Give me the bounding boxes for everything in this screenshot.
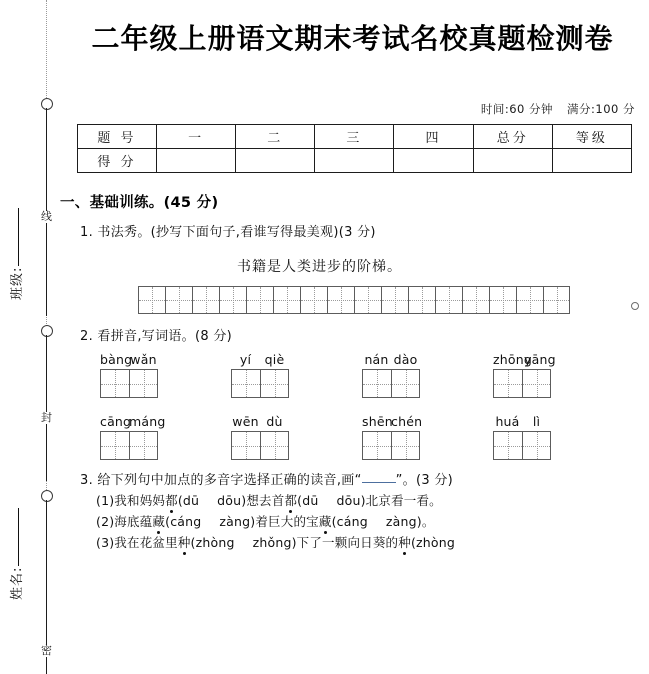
pinyin-syllable: dào (393, 352, 418, 367)
writing-cell[interactable] (516, 286, 543, 314)
question-1-sentence: 书籍是人类进步的阶梯。 (237, 259, 402, 275)
question-3-item-2: (2)海底蕴藏(cáng zàng)着巨大的宝藏(cáng zàng)。 (96, 514, 435, 529)
pinyin-label (493, 414, 624, 431)
pinyin-answer-boxes[interactable] (493, 369, 624, 398)
writing-cell[interactable] (493, 431, 522, 460)
writing-cell[interactable] (354, 286, 381, 314)
sealing-margin (0, 0, 60, 674)
pinyin-syllable: bàng (100, 352, 133, 367)
seal-rule-middle (46, 335, 47, 481)
score-cell-grade[interactable] (552, 149, 631, 173)
seal-char-mi: 密 (38, 645, 55, 657)
question-2-row-1 (60, 352, 649, 398)
seal-circle-bottom (41, 490, 53, 502)
writing-cell[interactable] (260, 369, 289, 398)
writing-cell[interactable] (522, 369, 551, 398)
score-table (77, 124, 632, 173)
question-3-prompt (60, 469, 649, 488)
exam-meta (60, 101, 649, 117)
writing-cell[interactable] (231, 431, 260, 460)
writing-cell[interactable] (231, 369, 260, 398)
writing-cell[interactable] (165, 286, 192, 314)
pinyin-group (493, 352, 624, 398)
writing-cell[interactable] (493, 369, 522, 398)
exam-sheet (60, 0, 649, 674)
pinyin-label (362, 414, 493, 431)
pinyin-answer-boxes[interactable] (231, 431, 362, 460)
score-cell-2[interactable] (236, 149, 315, 173)
writing-cell[interactable] (260, 431, 289, 460)
pinyin-group (100, 352, 231, 398)
field-class[interactable] (6, 208, 25, 300)
seal-char-xian: 线 (38, 211, 55, 223)
pinyin-syllable: cāng (100, 414, 132, 429)
writing-cell[interactable] (327, 286, 354, 314)
pinyin-group (231, 352, 362, 398)
score-cell-4[interactable] (394, 149, 473, 173)
score-table-header-2: 二 (236, 125, 315, 149)
pinyin-answer-boxes[interactable] (493, 431, 624, 460)
exam-duration: 时间:60 分钟 (480, 102, 554, 116)
pinyin-label (231, 414, 362, 431)
table-row-score (78, 149, 632, 173)
pinyin-label (100, 352, 231, 369)
pinyin-syllable: yāng (524, 352, 556, 367)
pinyin-group (362, 414, 493, 460)
writing-cell[interactable] (489, 286, 516, 314)
score-table-header-6: 等级 (552, 125, 631, 149)
pinyin-syllable: qiè (264, 352, 285, 367)
writing-cell[interactable] (462, 286, 489, 314)
writing-cell[interactable] (100, 431, 129, 460)
writing-grid-row[interactable] (138, 286, 649, 314)
pinyin-syllable: dù (266, 414, 283, 429)
writing-cell[interactable] (408, 286, 435, 314)
pinyin-group (100, 414, 231, 460)
question-2-row-2 (60, 414, 649, 460)
question-3-item-1: (1)我和妈妈都(dū dōu)想去首都(dū dōu)北京看一看。 (96, 493, 442, 508)
pinyin-label (362, 352, 493, 369)
score-table-header-3: 三 (315, 125, 394, 149)
field-name-rule[interactable] (18, 508, 19, 566)
section-heading-1: 一、基础训练。(45 分) (60, 195, 219, 211)
writing-cell[interactable] (192, 286, 219, 314)
pinyin-syllable: huá (495, 414, 520, 429)
pinyin-syllable: chén (391, 414, 423, 429)
pinyin-label (100, 414, 231, 431)
pinyin-syllable: zhōng (493, 352, 532, 367)
pinyin-syllable: wēn (232, 414, 259, 429)
pinyin-group (362, 352, 493, 398)
writing-cell[interactable] (138, 286, 165, 314)
score-cell-3[interactable] (315, 149, 394, 173)
table-row-header (78, 125, 632, 149)
exam-total-score: 满分:100 分 (567, 102, 635, 116)
question-2-prompt: 2. 看拼音,写词语。(8 分) (80, 329, 233, 344)
grid-end-dot-icon (631, 302, 639, 310)
pinyin-answer-boxes[interactable] (231, 369, 362, 398)
score-table-row-label: 得 分 (78, 149, 157, 173)
pinyin-syllable: lì (532, 414, 541, 429)
writing-cell[interactable] (362, 431, 391, 460)
seal-char-feng: 封 (38, 412, 55, 424)
score-table-header-1: 一 (157, 125, 236, 149)
question-3-prompt-after: ”。(3 分) (395, 473, 453, 488)
question-1-prompt: 1. 书法秀。(抄写下面句子,看谁写得最美观)(3 分) (80, 225, 376, 240)
underline-blank (362, 482, 396, 483)
field-class-label: 班级: (10, 266, 25, 300)
writing-cell[interactable] (381, 286, 408, 314)
pinyin-label (231, 352, 362, 369)
seal-circle-middle (41, 325, 53, 337)
writing-cell[interactable] (362, 369, 391, 398)
writing-cell[interactable] (100, 369, 129, 398)
pinyin-syllable: wǎn (130, 352, 157, 367)
score-table-header-0: 题 号 (78, 125, 157, 149)
writing-cell[interactable] (219, 286, 246, 314)
writing-cell[interactable] (435, 286, 462, 314)
writing-cell[interactable] (300, 286, 327, 314)
pinyin-answer-boxes[interactable] (100, 431, 231, 460)
pinyin-syllable: shēn (362, 414, 393, 429)
seal-circle-top (41, 98, 53, 110)
writing-cell[interactable] (129, 431, 158, 460)
question-3-item-3: (3)我在花盆里种(zhòng zhǒng)下了一颗向日葵的种(zhòng (96, 535, 456, 550)
question-3-prompt-before: 3. 给下列句中加点的多音字选择正确的读音,画“ (80, 473, 362, 488)
writing-cell[interactable] (522, 431, 551, 460)
writing-cell[interactable] (273, 286, 300, 314)
pinyin-syllable: yí (239, 352, 252, 367)
writing-cell[interactable] (391, 431, 420, 460)
field-class-rule[interactable] (18, 208, 19, 266)
pinyin-answer-boxes[interactable] (362, 431, 493, 460)
writing-cell[interactable] (391, 369, 420, 398)
pinyin-answer-boxes[interactable] (100, 369, 231, 398)
writing-cell[interactable] (129, 369, 158, 398)
question-1-writing-grid[interactable] (60, 286, 649, 314)
pinyin-syllable: máng (129, 414, 166, 429)
writing-cell[interactable] (246, 286, 273, 314)
pinyin-label (493, 352, 624, 369)
field-name-label: 姓名: (10, 566, 25, 600)
page-title: 二年级上册语文期末考试名校真题检测卷 (91, 22, 614, 55)
score-table-header-4: 四 (394, 125, 473, 149)
pinyin-group (231, 414, 362, 460)
pinyin-answer-boxes[interactable] (362, 369, 493, 398)
score-cell-total[interactable] (473, 149, 552, 173)
score-cell-1[interactable] (157, 149, 236, 173)
writing-cell[interactable] (543, 286, 570, 314)
field-name[interactable] (6, 508, 25, 600)
pinyin-group (493, 414, 624, 460)
score-table-header-5: 总分 (473, 125, 552, 149)
pinyin-syllable: nán (364, 352, 389, 367)
